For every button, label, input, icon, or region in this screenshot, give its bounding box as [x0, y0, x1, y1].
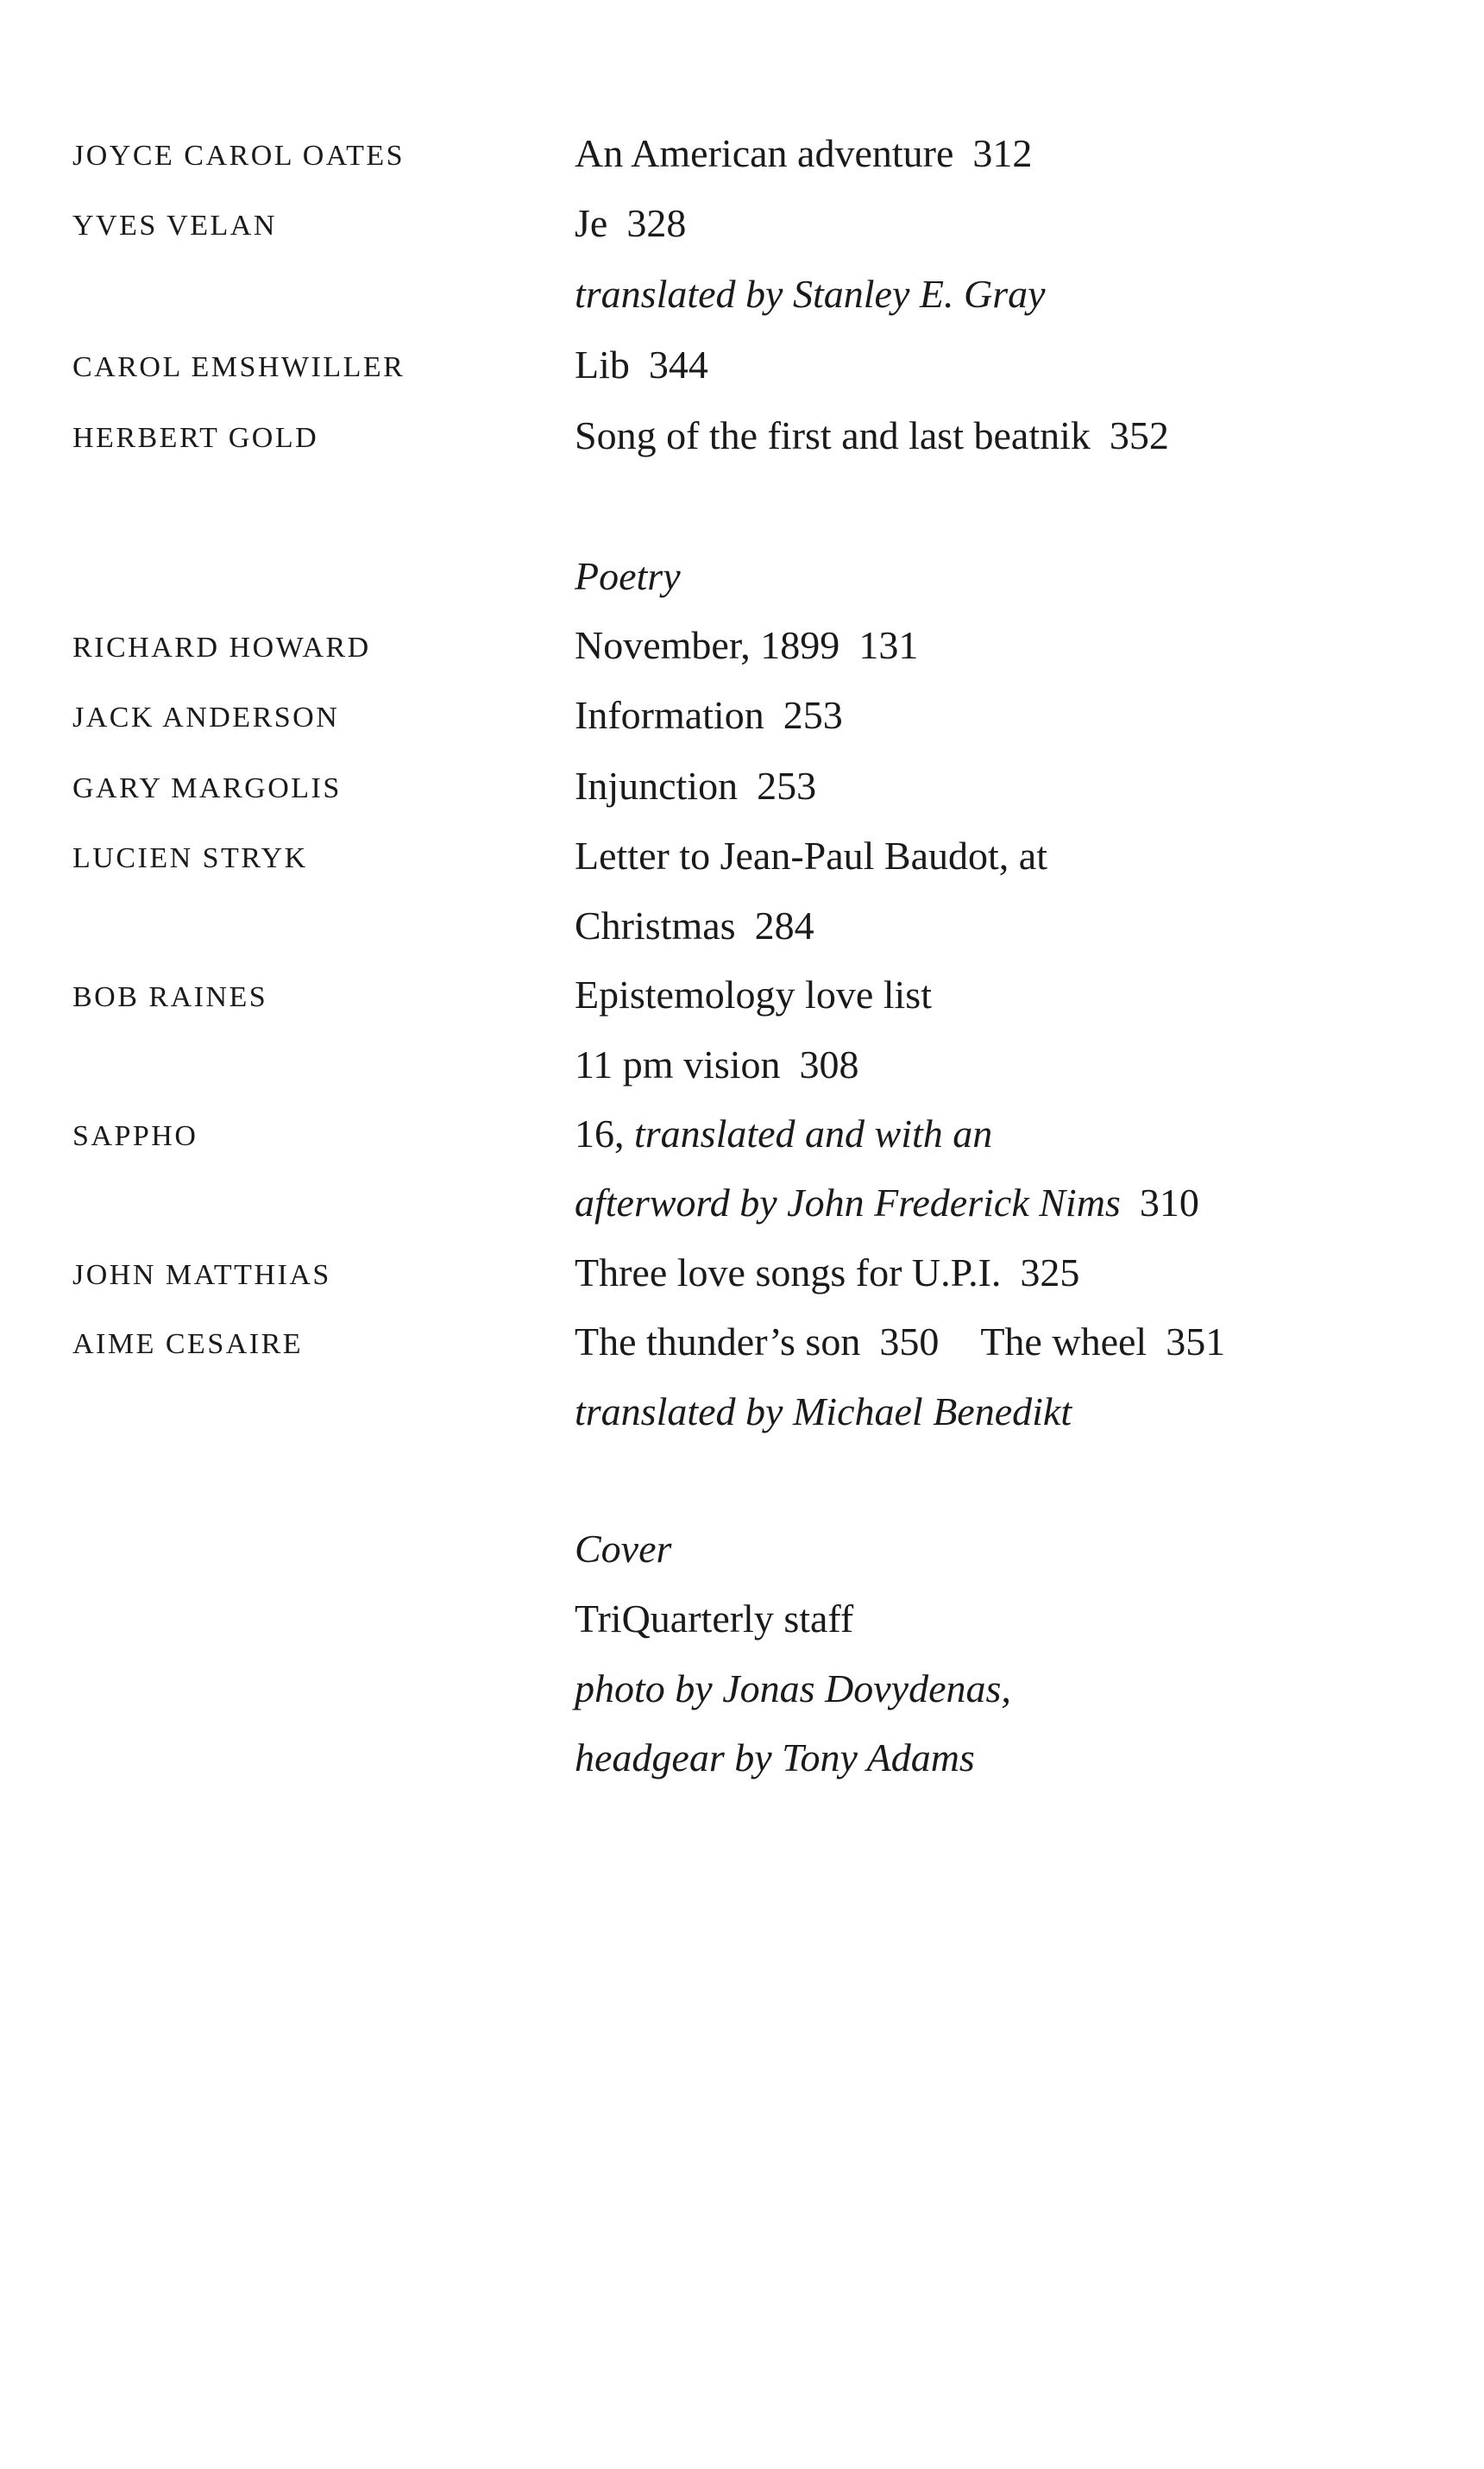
toc-entry: [0, 199, 1484, 251]
work-title-continued[interactable]: Christmas 284: [575, 904, 814, 948]
author-name: YVES VELAN: [72, 210, 277, 242]
work-title[interactable]: November, 1899 131: [575, 623, 919, 667]
page-number: 310: [1139, 1181, 1199, 1225]
author-name: AIME CESAIRE: [72, 1328, 304, 1360]
toc-entry: [0, 1318, 1484, 1370]
photo-credit-text: photo by Jonas Dovydenas,: [575, 1666, 1011, 1710]
page-number: 312: [972, 131, 1033, 175]
page-number: 325: [1020, 1250, 1080, 1294]
translator-credit: [0, 1388, 1484, 1439]
page-number: 308: [799, 1042, 859, 1086]
page-number: 344: [648, 343, 708, 387]
page-number: 284: [754, 904, 814, 948]
toc-entry: [0, 341, 1484, 393]
page-number: 352: [1109, 413, 1169, 457]
author-name: SAPPHO: [72, 1120, 198, 1152]
author-name: JACK ANDERSON: [72, 702, 340, 734]
headgear-credit-text: headgear by Tony Adams: [575, 1735, 975, 1779]
author-name: JOYCE CAROL OATES: [72, 140, 406, 172]
toc-entry: [0, 1249, 1484, 1301]
work-title[interactable]: An American adventure 312: [575, 131, 1033, 175]
toc-entry: [0, 971, 1484, 1023]
section-heading-poetry: [0, 552, 1484, 604]
work-title[interactable]: Je 328: [575, 201, 687, 245]
page-number: 253: [783, 693, 843, 737]
page-number: 131: [858, 623, 919, 667]
work-title[interactable]: 16, translated and with an: [575, 1112, 993, 1156]
cover-credit: [0, 1595, 1484, 1647]
toc-entry: [0, 129, 1484, 181]
page-number: 351: [1166, 1320, 1226, 1364]
section-heading: Cover: [575, 1527, 672, 1571]
work-title[interactable]: The thunder’s son 350 The wheel 351: [575, 1320, 1226, 1364]
author-name: RICHARD HOWARD: [72, 632, 371, 664]
page-number: 253: [757, 764, 817, 808]
translator-line: translated by Stanley E. Gray: [575, 272, 1046, 316]
translator-credit: [0, 270, 1484, 322]
work-title-continued[interactable]: afterword by John Frederick Nims 310: [575, 1181, 1199, 1225]
work-title[interactable]: Injunction 253: [575, 764, 817, 808]
work-title-second: The wheel: [980, 1320, 1148, 1364]
toc-entry-continuation: [0, 902, 1484, 954]
toc-entry: [0, 762, 1484, 814]
cover-credit-text: TriQuarterly staff: [575, 1597, 854, 1641]
author-name: JOHN MATTHIAS: [72, 1259, 331, 1291]
author-name: HERBERT GOLD: [72, 422, 319, 454]
toc-entry: [0, 832, 1484, 884]
toc-entry: [0, 1110, 1484, 1162]
work-title[interactable]: Information 253: [575, 693, 843, 737]
toc-entry: [0, 621, 1484, 673]
toc-entry: [0, 412, 1484, 463]
toc-entry: [0, 691, 1484, 743]
author-name: CAROL EMSHWILLER: [72, 351, 406, 383]
page-number: 328: [626, 201, 687, 245]
work-title[interactable]: Epistemology love list: [575, 973, 932, 1017]
toc-entry: [0, 1041, 1484, 1093]
author-name: GARY MARGOLIS: [72, 772, 342, 804]
author-name: LUCIEN STRYK: [72, 842, 308, 874]
translator-line: translated by Michael Benedikt: [575, 1389, 1072, 1433]
section-heading: Poetry: [575, 554, 681, 598]
work-title[interactable]: Three love songs for U.P.I. 325: [575, 1250, 1080, 1294]
work-title[interactable]: Song of the first and last beatnik 352: [575, 413, 1169, 457]
work-title[interactable]: Lib 344: [575, 343, 708, 387]
work-title[interactable]: 11 pm vision 308: [575, 1042, 859, 1086]
toc-entry-continuation: [0, 1179, 1484, 1231]
cover-headgear-credit: [0, 1734, 1484, 1786]
work-title[interactable]: Letter to Jean-Paul Baudot, at: [575, 834, 1048, 878]
author-name: BOB RAINES: [72, 981, 268, 1013]
cover-photo-credit: [0, 1665, 1484, 1716]
page-number: 350: [879, 1320, 940, 1364]
section-heading-cover: [0, 1525, 1484, 1577]
